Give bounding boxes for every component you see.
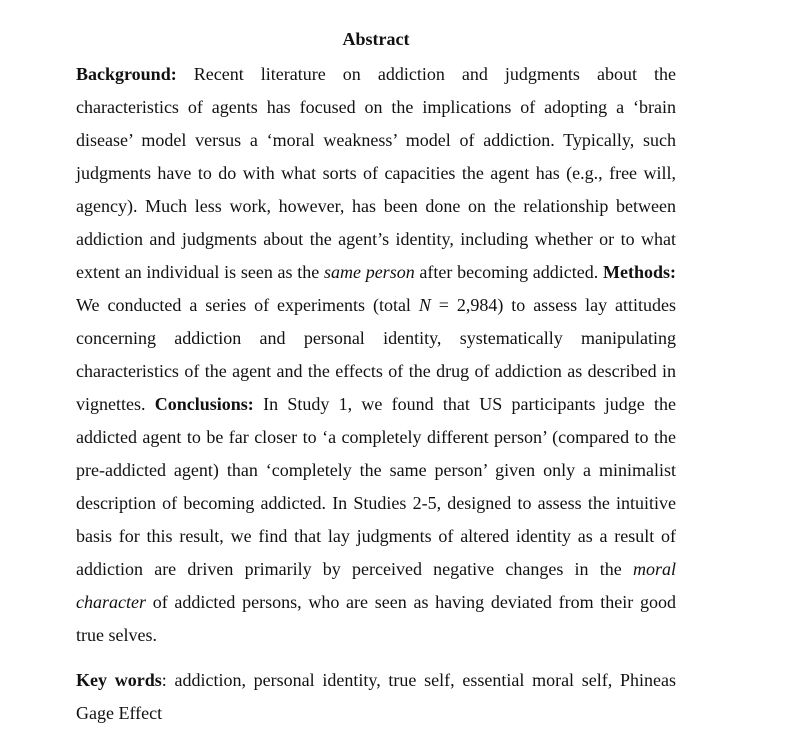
background-text-end: after becoming addicted. [414,262,604,282]
sample-size-symbol: N [418,295,431,315]
methods-text-end: = 2,984) to assess lay attitudes concerning addiction and personal identity, systematically manipulating characteristics of the agent and the effects of the drug of addiction as described in vignettes. [76,295,676,414]
same-person-emphasis: same person [323,262,415,282]
conclusions-label: Conclusions: [154,394,254,414]
abstract-paragraph [76,58,676,652]
background-text: Recent literature on addiction and judgments about the characteristics of agents has focused on the implications of adopting a ‘brain disease’ model versus a ‘moral weakness’ model of addiction. Typically, such judgments have to do with what sorts of capacities the agent has (e.g., free will, agency). Much less work, however, has been done on the relationship between addiction and judgments about the agent’s identity, including whether or to what extent an individual is seen as the [76,64,676,282]
keywords-label: Key words [76,670,162,690]
background-label: Background: [76,64,177,84]
conclusions-text-end: of addicted persons, who are seen as having deviated from their good true selves. [76,592,676,645]
abstract-title: Abstract [342,29,410,49]
keywords-list: : addiction, personal identity, true self, essential moral self, Phineas Gage Effect [76,670,676,723]
methods-text: We conducted a series of experiments (total [76,295,419,315]
conclusions-text: In Study 1, we found that US participants judge the addicted agent to be far closer to ‘a completely different person’ (compared to the pre-addicted agent) than ‘completely the same person’ given only a minimalist description of becoming addicted. In Studies 2-5, designed to assess the intuitive basis for this result, we find that lay judgments of altered identity as a result of addiction are driven primarily by perceived negative changes in the [76,394,676,579]
keywords-paragraph [76,664,676,730]
document-page [76,26,676,730]
moral-character-emphasis: moral character [76,559,676,612]
methods-label: Methods: [603,262,677,282]
